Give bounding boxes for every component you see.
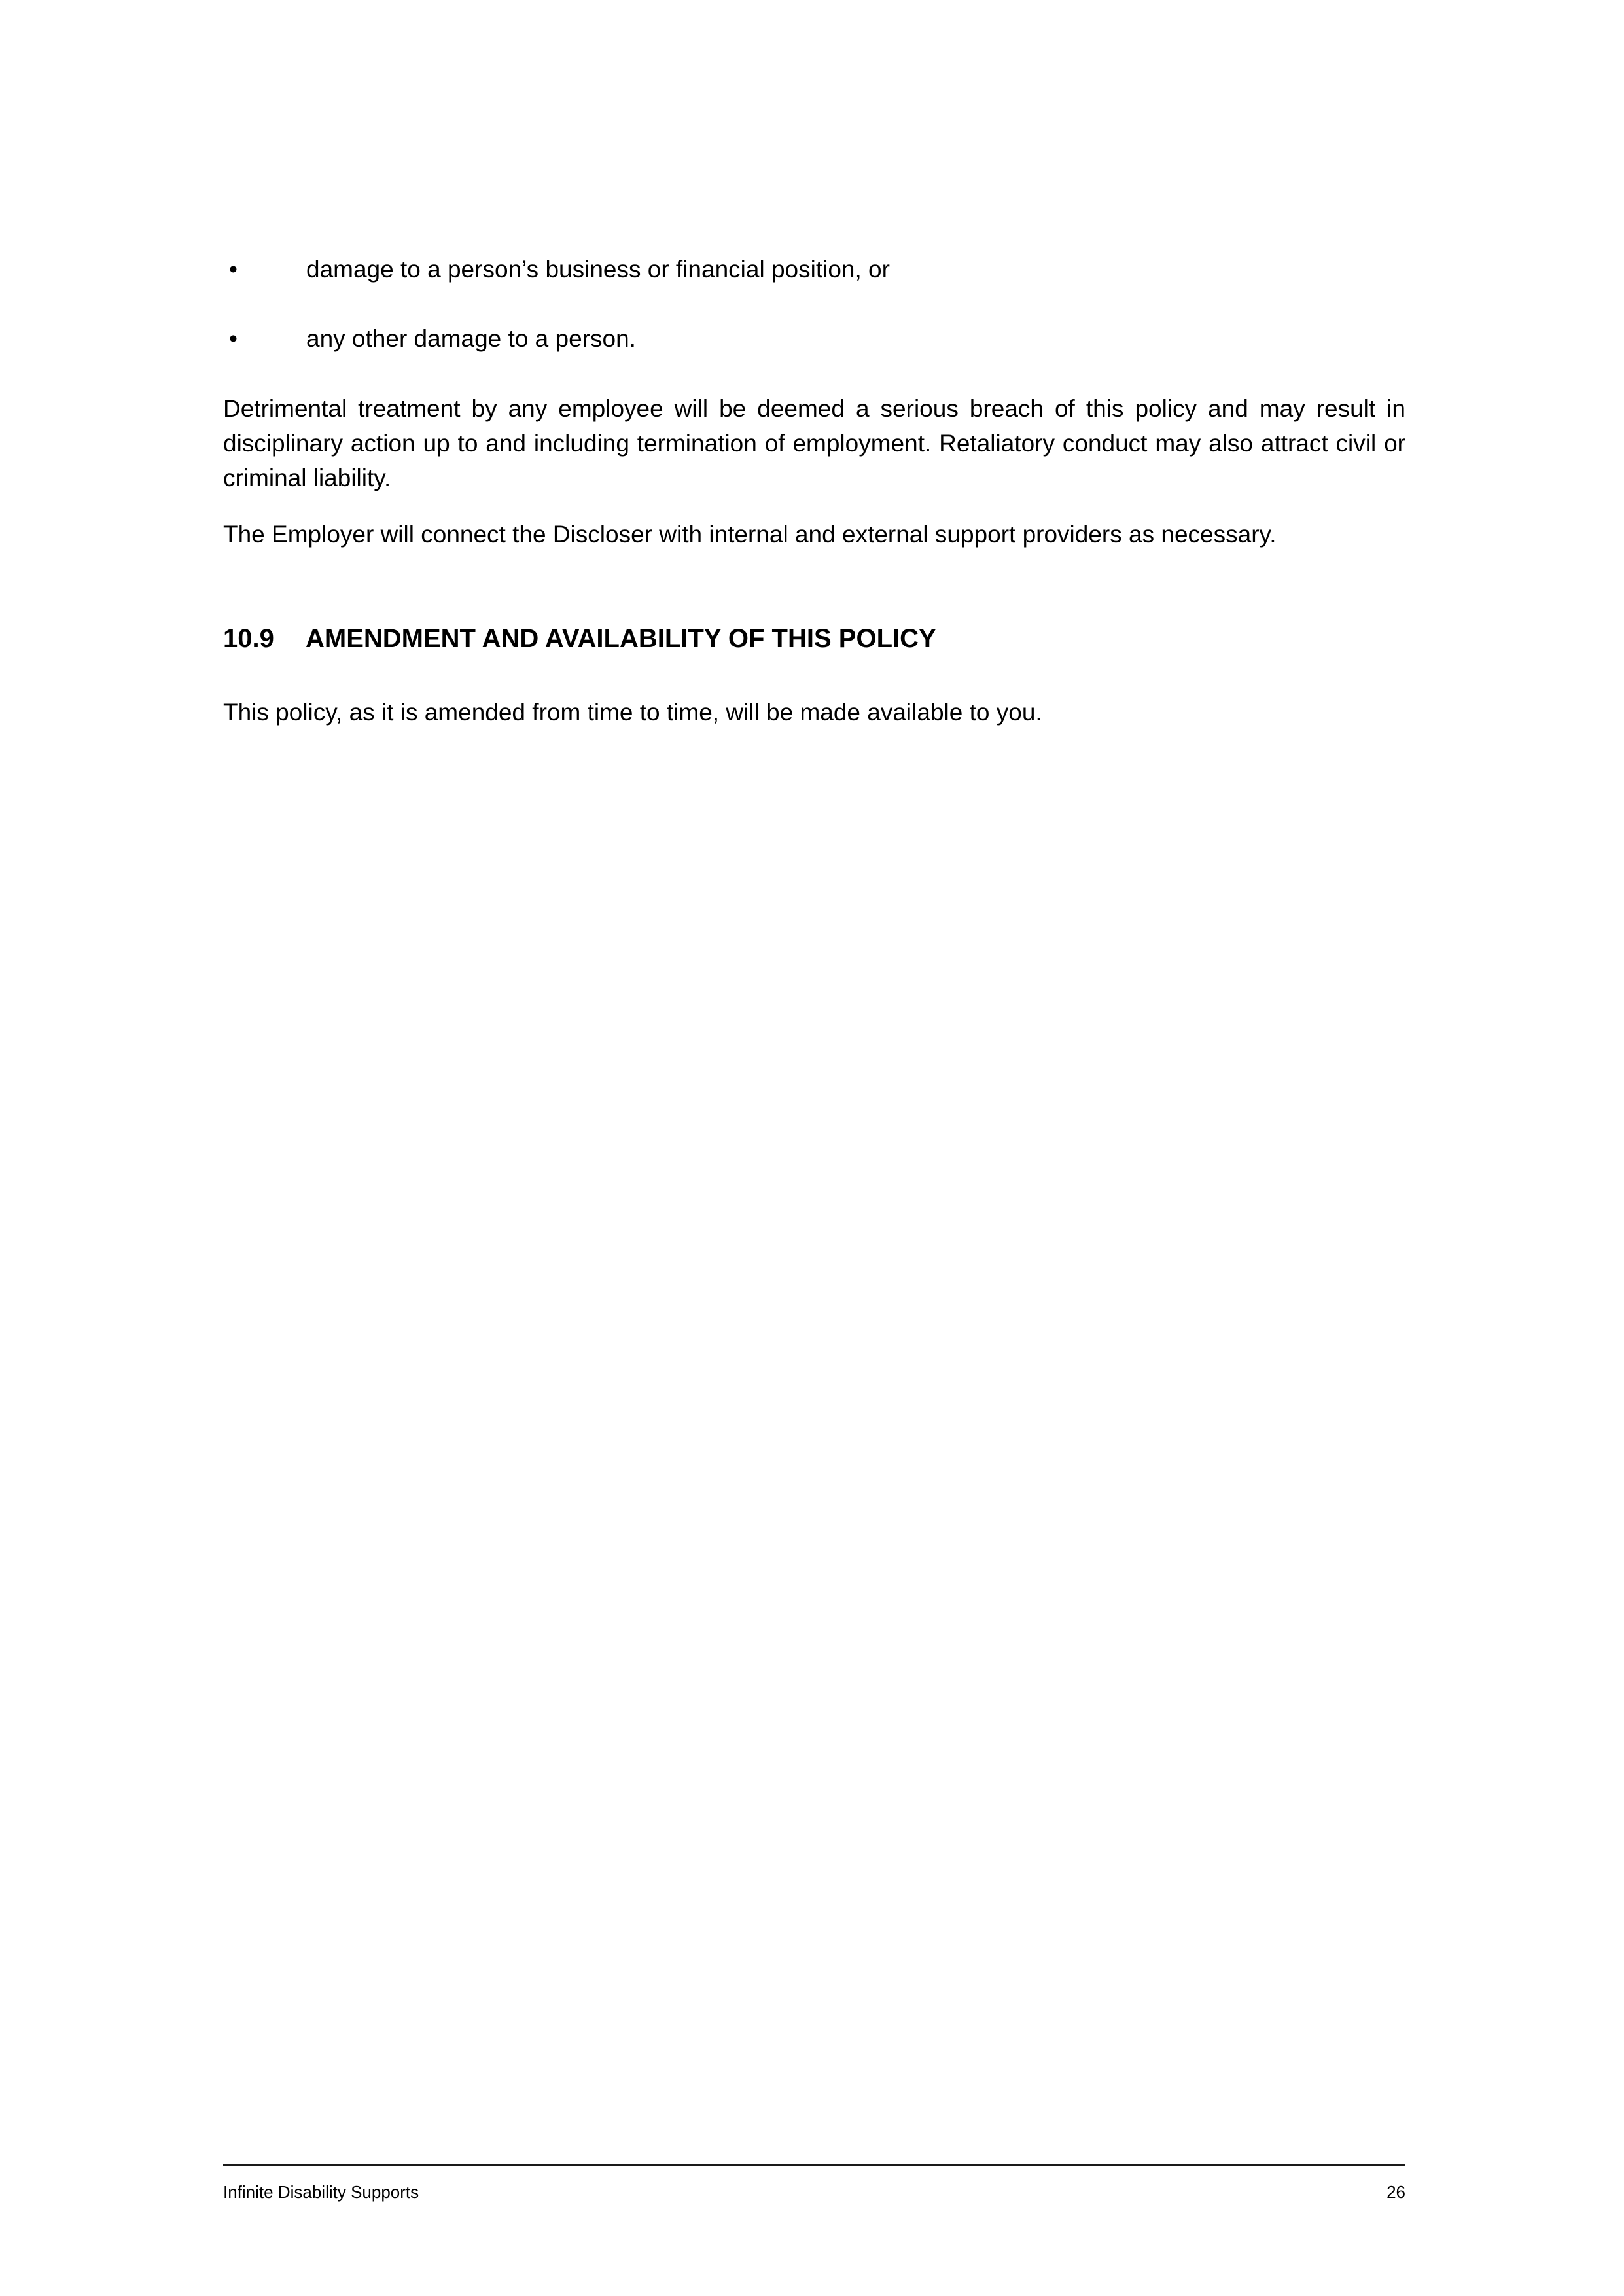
bullet-list-item: [223, 252, 1405, 287]
section-heading: [223, 622, 1405, 656]
footer-divider: [223, 2164, 1405, 2166]
bullet-list-item: [223, 321, 1405, 356]
bullet-icon: •: [229, 325, 238, 352]
paragraph-policy-availability: This policy, as it is amended from time to time, will be made available to you.: [223, 699, 1042, 726]
bullet-text-damage-business: damage to a person’s business or financial position, or: [306, 256, 890, 283]
page-footer: [223, 2181, 1405, 2202]
section-title: AMENDMENT AND AVAILABILITY OF THIS POLICY: [306, 624, 936, 653]
footer-document-name: Infinite Disability Supports: [223, 2182, 419, 2202]
paragraph-employer-support: The Employer will connect the Discloser with internal and external support providers as necessary.: [223, 521, 1277, 548]
paragraph-detrimental-treatment: Detrimental treatment by any employee will be deemed a serious breach of this policy and may result in disciplinary action up to and including termination of employment. Retaliatory conduct may also attract civil or criminal liability.: [223, 395, 1405, 491]
section-number: 10.9: [223, 624, 274, 653]
footer-page-number: 26: [1386, 2182, 1405, 2202]
bullet-icon: •: [229, 256, 238, 283]
bullet-text-other-damage: any other damage to a person.: [306, 325, 636, 352]
